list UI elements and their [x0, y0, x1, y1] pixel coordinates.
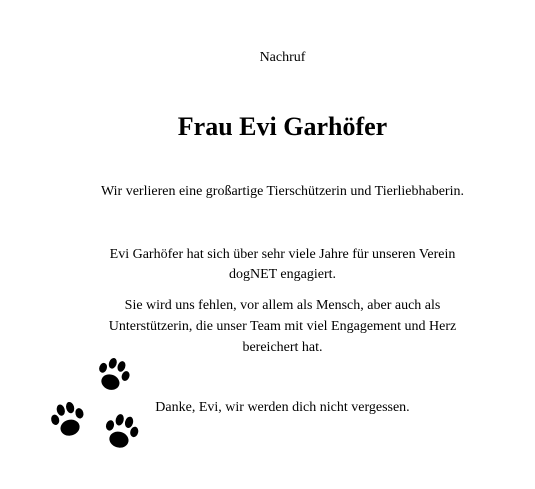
paw-print-icon [99, 410, 143, 454]
paw-print-icon [46, 398, 90, 442]
deceased-name: Frau Evi Garhöfer [177, 112, 388, 141]
paragraph-2-line-3: bereichert hat. [242, 340, 323, 355]
intro-text: Wir verlieren eine großartige Tierschützerin und Tierliebhaberin. [101, 184, 464, 199]
paragraph-2-line-2: Unterstützerin, die unser Team mit viel Engagement und Herz [108, 319, 457, 334]
closing-text: Danke, Evi, wir werden dich nicht vergessen. [155, 400, 410, 415]
paragraph-1-line-2: dogNET engagiert. [228, 267, 337, 282]
heading-nachruf: Nachruf [259, 50, 306, 65]
paragraph-2-line-1: Sie wird uns fehlen, vor allem als Mensch, aber auch als [124, 298, 441, 313]
paw-print-icon [92, 354, 134, 396]
paragraph-1-line-1: Evi Garhöfer hat sich über sehr viele Jahre für unseren Verein [109, 247, 456, 262]
